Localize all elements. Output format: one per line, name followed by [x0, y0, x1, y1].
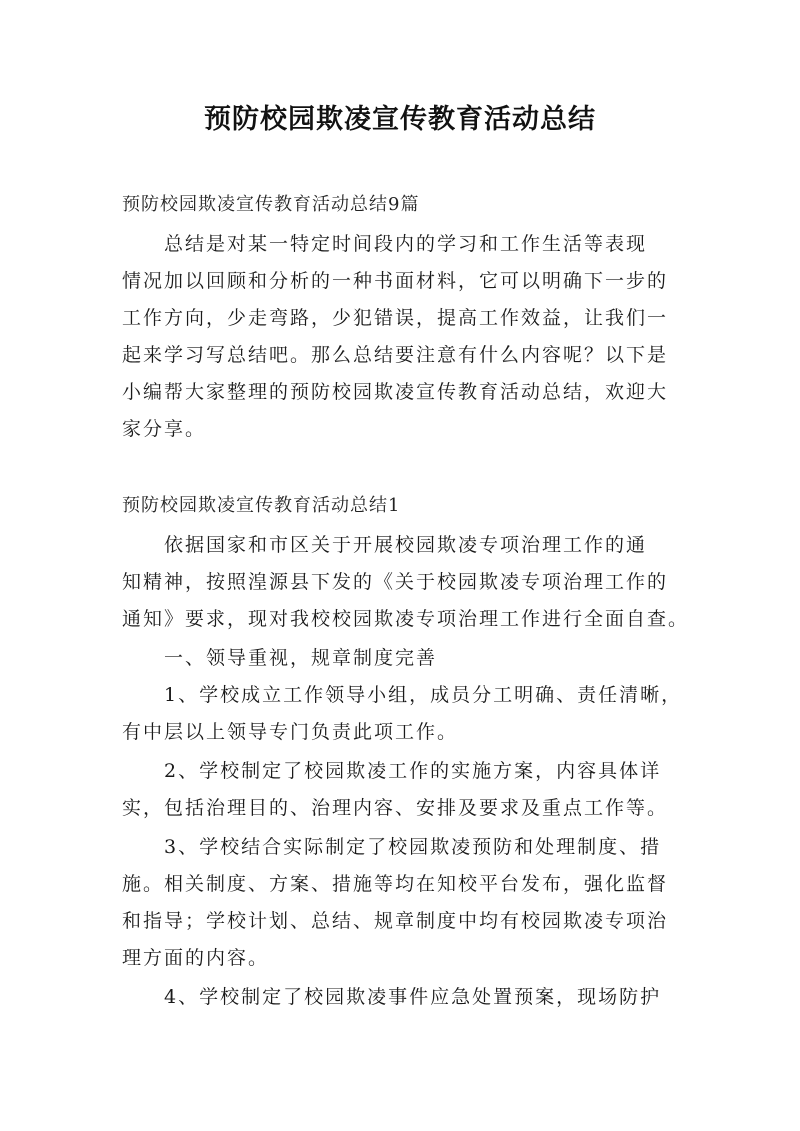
body-line: 通知》要求，现对我校校园欺凌专项治理工作进行全面自查。	[122, 608, 690, 630]
body-line: 知精神，按照湟源县下发的《关于校园欺凌专项治理工作的	[122, 571, 669, 593]
body-line: 1、学校成立工作领导小组，成员分工明确、责任清晰，	[164, 684, 683, 706]
body-line: 实，包括治理目的、治理内容、安排及要求及重点工作等。	[122, 797, 669, 819]
intro-line: 家分享。	[122, 418, 207, 440]
intro-line: 小编帮大家整理的预防校园欺凌宣传教育活动总结，欢迎大	[122, 381, 669, 403]
body-line: 一、领导重视，规章制度完善	[164, 647, 438, 669]
document-title: 预防校园欺凌宣传教育活动总结	[204, 104, 596, 135]
intro-line: 总结是对某一特定时间段内的学习和工作生活等表现	[164, 233, 648, 255]
section-heading: 预防校园欺凌宣传教育活动总结1	[122, 495, 401, 516]
body-line: 有中层以上领导专门负责此项工作。	[122, 721, 459, 743]
body-line: 依据国家和市区关于开展校园欺凌专项治理工作的通	[164, 534, 648, 556]
body-line: 理方面的内容。	[122, 947, 270, 969]
body-line: 施。相关制度、方案、措施等均在知校平台发布，强化监督	[122, 873, 669, 895]
body-line: 4、学校制定了校园欺凌事件应急处置预案，现场防护	[164, 986, 662, 1008]
body-line: 和指导；学校计划、总结、规章制度中均有校园欺凌专项治	[122, 910, 669, 932]
intro-line: 工作方向，少走弯路，少犯错误，提高工作效益，让我们一	[122, 307, 669, 329]
collection-heading: 预防校园欺凌宣传教育活动总结9篇	[122, 194, 420, 215]
intro-line: 起来学习写总结吧。那么总结要注意有什么内容呢？以下是	[122, 344, 669, 366]
body-line: 2、学校制定了校园欺凌工作的实施方案，内容具体详	[164, 760, 662, 782]
intro-line: 情况加以回顾和分析的一种书面材料，它可以明确下一步的	[122, 270, 669, 292]
body-line: 3、学校结合实际制定了校园欺凌预防和处理制度、措	[164, 836, 662, 858]
